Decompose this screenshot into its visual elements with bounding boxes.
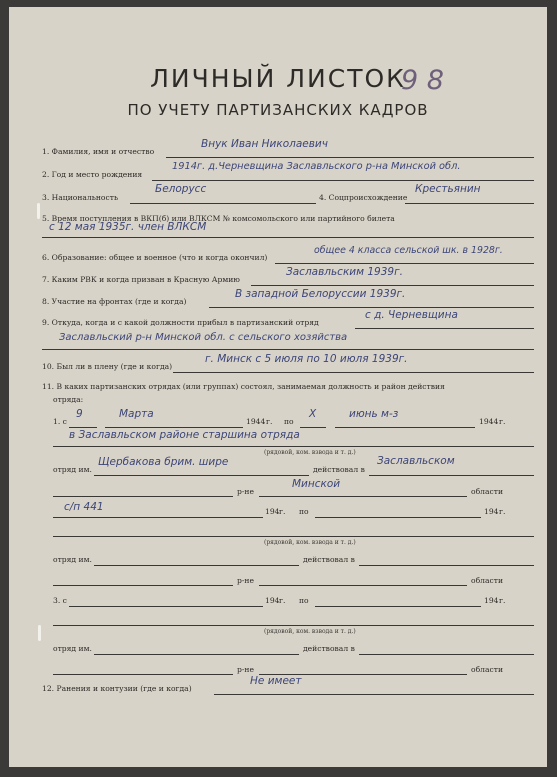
field-10-line (173, 372, 534, 373)
field-8-line (209, 307, 534, 308)
entry-1-g-from: г. (266, 417, 273, 426)
entry-2-caption: (рядовой, ком. взвода и т. д.) (264, 539, 356, 546)
field-2-label: 2. Год и место рождения (42, 170, 143, 179)
entry-1-month-line (105, 427, 243, 428)
field-11-label-cont: отряда: (53, 395, 84, 404)
field-2-value: 1914г. д.Черневщина Заславльского р-на Минской обл. (172, 161, 461, 172)
entry-2-to-line (315, 517, 481, 518)
field-6-value: общее 4 класса сельской шк. в 1928г. (314, 245, 503, 256)
field-10-label: 10. Был ли в плену (где и когда) (42, 362, 173, 371)
field-7-line (251, 285, 534, 286)
field-6-label: 6. Образование: общее и военное (что и когда окончил) (42, 253, 268, 262)
field-8-label: 8. Участие на фронтах (где и когда) (42, 297, 187, 306)
entry-3-district-label: р-не (237, 665, 254, 674)
field-12-value: Не имеет (250, 675, 302, 687)
entry-3-number: 3. с (53, 596, 67, 605)
entry-2-district-line (259, 585, 467, 586)
field-4-label: 4. Соцпроисхождение (319, 193, 408, 202)
field-2-line (152, 180, 534, 181)
field-9-value-2: Заславльский р-н Минской обл. с сельского хозяйства (59, 332, 348, 343)
entry-3-to-line (315, 606, 481, 607)
field-9-line-1 (355, 328, 534, 329)
entry-2-unit-line (94, 565, 299, 566)
entry-2-g-to: г. (499, 507, 506, 516)
entry-2-acted-line (359, 565, 534, 566)
field-5-line (42, 237, 534, 238)
field-1-label: 1. Фамилия, имя и отчество (42, 147, 155, 156)
entry-1-day-line (69, 427, 97, 428)
entry-2-year-from: 194 (265, 507, 280, 516)
field-5-label: 5. Время поступления в ВКП(б) или ВЛКСМ № комсомольского или партийного билета (42, 214, 395, 223)
field-3-label: 3. Национальность (42, 193, 119, 202)
field-6-line (275, 263, 534, 264)
entry-1-acted-line (369, 475, 534, 476)
field-9-label: 9. Откуда, когда и с какой должности прибыл в партизанский отряд (42, 318, 319, 327)
entry-3-year-to: 194 (484, 596, 499, 605)
entry-2-district-label: р-не (237, 576, 254, 585)
entry-1-day: 9 (76, 408, 83, 420)
field-1-line (166, 157, 534, 158)
entry-1-unit-line (94, 475, 309, 476)
entry-3-caption: (рядовой, ком. взвода и т. д.) (264, 628, 356, 635)
document-subtitle: ПО УЧЕТУ ПАРТИЗАНСКИХ КАДРОВ (127, 101, 429, 119)
entry-1-month-to: июнь м-з (349, 408, 399, 420)
field-9-value-1: с д. Черневщина (365, 309, 458, 321)
field-10-value: г. Минск с 5 июля по 10 июля 1939г. (205, 353, 408, 365)
entry-1-caption: (рядовой, ком. взвода и т. д.) (264, 449, 356, 456)
document-sheet (9, 7, 547, 767)
entry-2-from-line (53, 517, 263, 518)
entry-1-month: Марта (119, 408, 154, 420)
entry-3-g-from: г. (279, 596, 286, 605)
entry-1-position: в Заславльском районе старшина отряда (69, 429, 300, 441)
entry-3-acted-line (359, 654, 534, 655)
field-8-value: В западной Белоруссии 1939г. (235, 288, 406, 300)
field-1-value: Внук Иван Николаевич (201, 138, 328, 150)
entry-1-district-label: р-не (237, 487, 254, 496)
field-7-value: Заславльским 1939г. (286, 266, 403, 278)
field-4-line (405, 203, 534, 204)
entry-1-district: Минской (292, 478, 341, 490)
entry-1-day-to-line (300, 427, 326, 428)
field-7-label: 7. Каким РВК и когда призван в Красную Армию (42, 275, 240, 284)
field-3-line (130, 203, 316, 204)
entry-3-year-from: 194 (265, 596, 280, 605)
entry-2-unit-label: отряд им. (53, 555, 92, 564)
entry-2-position-line (53, 536, 534, 537)
document-title: ЛИЧНЫЙ ЛИСТОК (150, 64, 406, 93)
entry-3-from-line (69, 606, 263, 607)
entry-1-extra: с/п 441 (64, 501, 104, 513)
entry-1-year-from: 1944 (246, 417, 266, 426)
field-9-line-2 (42, 349, 534, 350)
entry-1-acted-label: действовал в (313, 465, 365, 474)
entry-2-po: по (299, 507, 309, 516)
entry-2-g-from: г. (279, 507, 286, 516)
entry-3-unit-label: отряд им. (53, 644, 92, 653)
entry-1-district-line-a (53, 496, 233, 497)
field-12-line (214, 694, 534, 695)
entry-1-month-to-line (335, 427, 475, 428)
entry-1-day-to: Х (309, 408, 317, 420)
field-5-value: с 12 мая 1935г. член ВЛКСМ (49, 221, 207, 233)
entry-3-region-label: области (471, 665, 504, 674)
entry-1-g-to: г. (499, 417, 506, 426)
handwritten-mark: 9 8 (401, 65, 444, 96)
entry-3-g-to: г. (499, 596, 506, 605)
entry-2-acted-label: действовал в (303, 555, 355, 564)
entry-3-po: по (299, 596, 309, 605)
entry-3-position-line (53, 625, 534, 626)
entry-1-district-line (259, 496, 467, 497)
entry-1-unit: Щербакова брим. шире (98, 456, 229, 468)
field-12-label: 12. Ранения и контузии (где и когда) (42, 684, 192, 693)
field-4-value: Крестьянин (415, 183, 481, 195)
entry-1-region-label: области (471, 487, 504, 496)
field-3-value: Белорусс (155, 183, 207, 195)
entry-2-year-to: 194 (484, 507, 499, 516)
field-11-label: 11. В каких партизанских отрядах (или группах) состоял, занимаемая должность и район действия (42, 382, 445, 391)
entry-1-acted: Заславльском (377, 455, 455, 467)
punch-hole-1 (37, 203, 40, 219)
entry-1-number: 1. с (53, 417, 67, 426)
entry-3-unit-line (94, 654, 299, 655)
entry-3-acted-label: действовал в (303, 644, 355, 653)
entry-1-po: по (284, 417, 294, 426)
entry-1-year-to: 1944 (479, 417, 499, 426)
punch-hole-2 (38, 625, 41, 641)
entry-2-district-line-a (53, 585, 233, 586)
entry-1-unit-label: отряд им. (53, 465, 92, 474)
entry-3-district-line-a (53, 674, 233, 675)
entry-2-region-label: области (471, 576, 504, 585)
entry-1-position-line (53, 446, 534, 447)
